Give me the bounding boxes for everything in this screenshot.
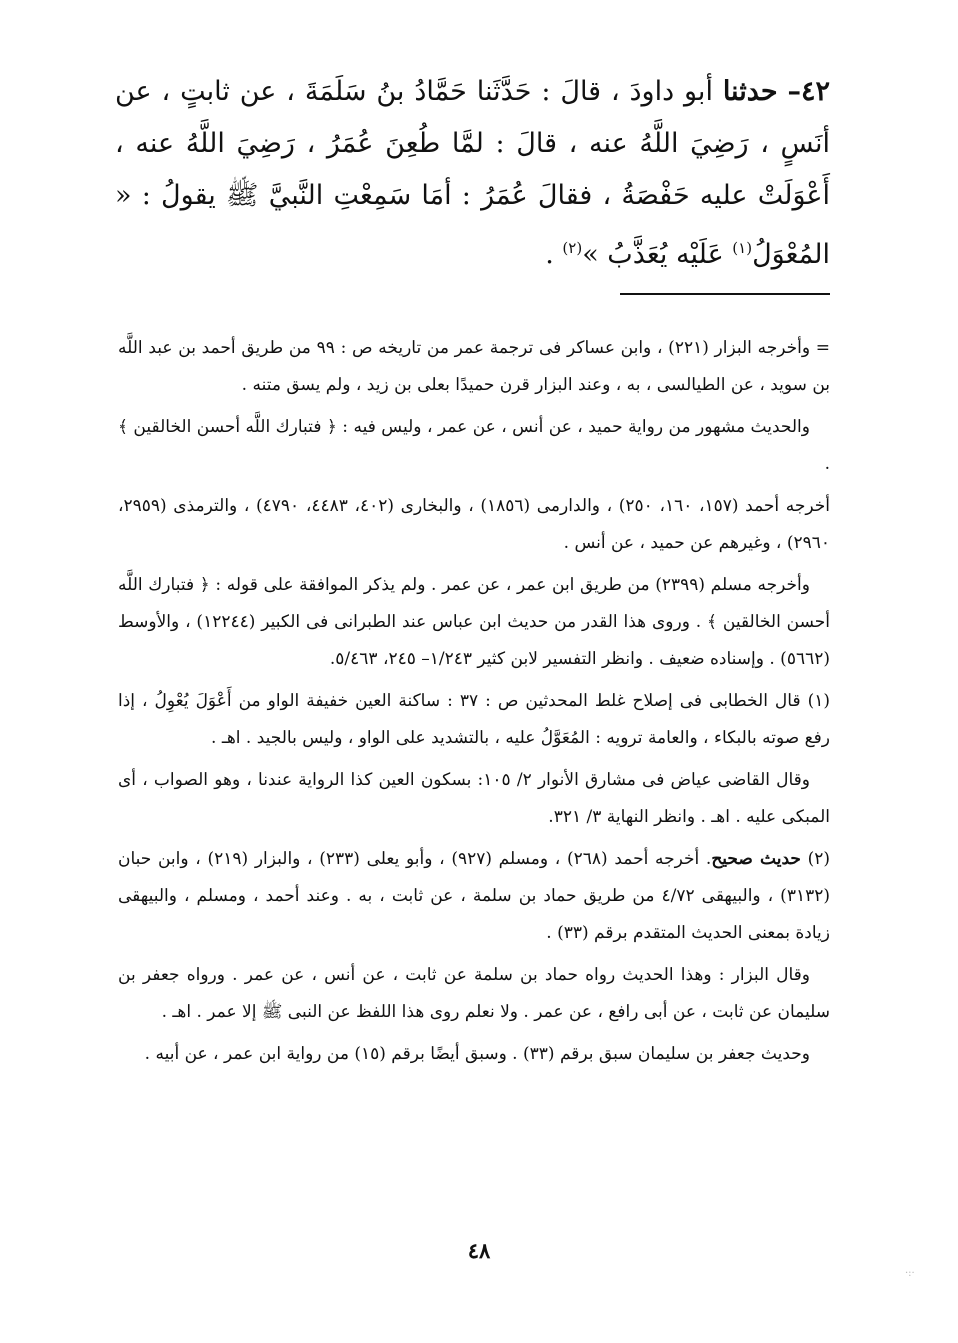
footnote-ref-1: (١): [732, 239, 753, 257]
footnote-2-paragraph: وحديث جعفر بن سليمان سبق برقم (٣٣) . وسبق أيضًا برقم (١٥) من رواية ابن عمر ، عن أبيه .: [144, 1044, 810, 1064]
hadith-body: أبو داودَ ، قالَ : حَدَّثَنا حَمَّادُ بنُ سَلَمَةَ ، عن ثابتٍ ، عن أنَسٍ ، رَضِيَ اللَّهُ عنه ، قالَ : لمَّا طُعِنَ عُمَرُ ، رَضِيَ اللَّهُ عنه ، أَعْوَلَتْ عليه حَفْصَةُ ، فقالَ عُمَرُ : أمَا سَمِعْتِ النَّبيَّ ﷺ يقولُ : « المُعْوَلُ: [115, 76, 830, 270]
note-continuation: = وأخرجه البزار (٢٢١) ، وابن عساكر فى ترجمة عمر من تاريخه ص : ٩٩ من طريق أحمد بن عبد اللَّه بن سويد ، عن الطيالسى ، به ، وعند البزار قرن حميدًا بعلى بن زيد ، ولم يسق متنه .: [118, 338, 831, 395]
footnote-1: (١) قال الخطابى فى إصلاح غلط المحدثين ص : ٣٧ : ساكنة العين خفيفة الواو من أَعْوَلَ يُعْوِلُ ، إذا رفع صوته بالبكاء ، والعامة ترويه : المُعَوَّلُ عليه ، بالتشديد على الواو ، وليس بالجيد . اهـ .: [118, 691, 831, 748]
hadith-period: .: [545, 239, 554, 270]
footnote-2-label: حديث صحيح: [711, 849, 801, 869]
footnote-2: [118, 841, 830, 952]
hadith-ending: عَلَيْه يُعَذَّبُ »: [582, 239, 724, 270]
note-paragraph: وأخرجه مسلم (٢٣٩٩) من طريق ابن عمر ، عن عمر . ولم يذكر الموافقة على قوله : ﴿ فتبارك اللَّه أحسن الخالقين ﴾ . وروى هذا القدر من حديث ابن عباس عند الطبرانى فى الكبير (١٢٢٤٤) ، والأوسط (٥٦٦٢) . وإسناده ضعيف . وانظر التفسير لابن كثير ١/٢٤٣– ٢٤٥، ٥/٤٦٣.: [118, 575, 830, 669]
footnote-1-paragraph: وقال القاضى عياض فى مشارق الأنوار ٢/ ١٠٥: بسكون العين كذا الرواية عندنا ، وهو الصواب ، أى المبكى عليه . اهـ . وانظر النهاية ٣/ ٣٢١.: [118, 770, 830, 827]
hadith-text-block: [115, 66, 830, 281]
hadith-number: ٤٢–: [787, 76, 830, 107]
footnote-2-paragraph: وقال البزار : وهذا الحديث رواه حماد بن سلمة عن ثابت ، عن أنس ، عن عمر . ورواه جعفر بن سليمان عن ثابت ، عن أبى رافع ، عن عمر . ولا نعلم روى هذا اللفظ عن النبى ﷺ إلا عمر . اهـ .: [118, 965, 830, 1022]
footnote-2-text: . أخرجه أحمد (٢٦٨) ، ومسلم (٩٢٧) ، وأبو يعلى (٢٣٣) ، والبزار (٢١٩) ، وابن حبان (٣١٣٢) ، والبيهقى ٤/٧٢ من طريق حماد بن سلمة ، عن ثابت ، به . وعند أحمد ، ومسلم ، والبيهقى زيادة بمعنى الحديث المتقدم برقم (٣٣) .: [118, 849, 830, 943]
hadith-opening: حدثنا: [722, 76, 778, 107]
footnotes-block: [118, 330, 830, 1078]
page-number: ٤٨: [467, 1238, 491, 1263]
note-paragraph: والحديث مشهور من رواية حميد ، عن أنس ، عن عمر ، وليس فيه : ﴿ فتبارك اللَّه أحسن الخالقين ﴾ .: [118, 417, 830, 474]
footnote-2-marker: (٢): [807, 849, 830, 869]
footnote-separator: [620, 293, 830, 295]
footnote-ref-2: (٢): [562, 239, 583, 257]
note-paragraph: أخرجه أحمد (١٥٧، ١٦٠، ٢٥٠) ، والدارمى (١٨٥٦) ، والبخارى (٤٠٢، ٤٤٨٣، ٤٧٩٠) ، والترمذى (٢٩٥٩، ٢٩٦٠) ، وغيرهم عن حميد ، عن أنس .: [118, 496, 830, 553]
scan-speck: ·:·: [905, 1268, 915, 1279]
